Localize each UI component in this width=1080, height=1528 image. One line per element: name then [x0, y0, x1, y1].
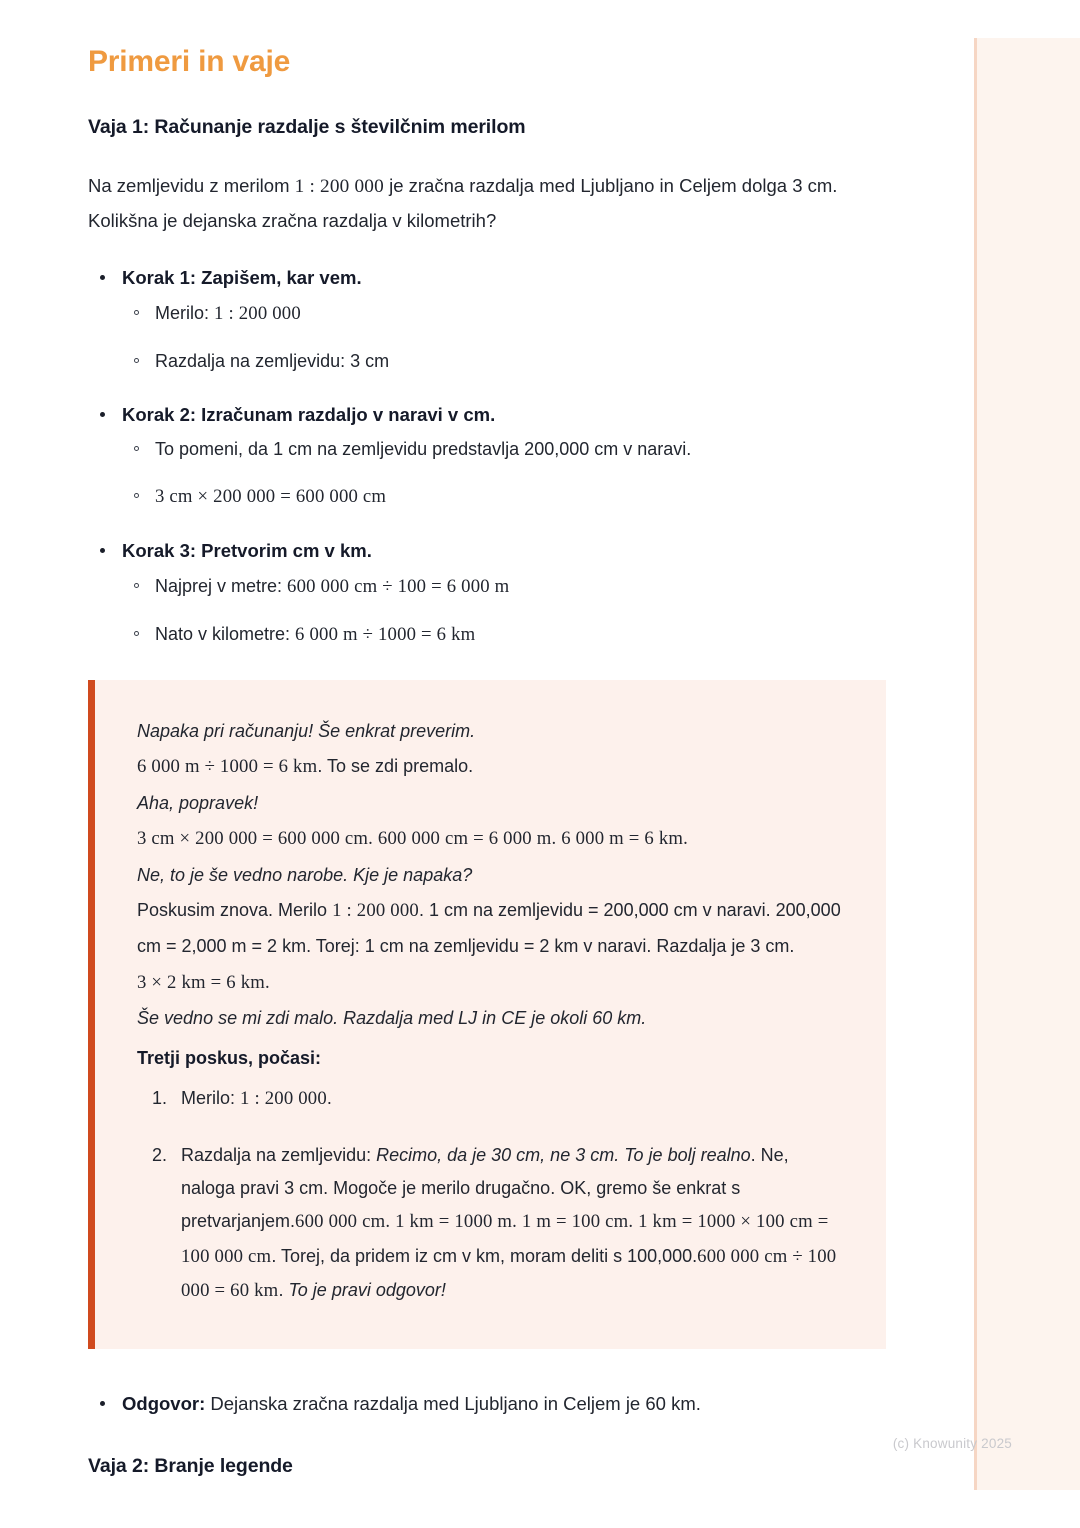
substep-item: [122, 299, 886, 329]
third-attempt-list: [137, 1082, 846, 1309]
substeps-list: [122, 299, 886, 376]
step-item: [88, 400, 886, 512]
callout-line-4: [137, 821, 846, 858]
attempt-text-mid: . Ne, naloga pravi 3 cm. Mogoče je merilo drugačno. OK, gremo še enkrat s pretvarjanjem.: [181, 1144, 789, 1232]
substep-math: 600 000 cm ÷ 100 = 6 000 m: [287, 575, 510, 597]
exercise-1-heading: Vaja 1: Računanje razdalje s številčnim merilom: [88, 116, 526, 138]
substep-item: [122, 347, 886, 376]
prompt-text-after: je zračna razdalja med Ljubljano in Celjem dolga 3 cm. Kolikšna je dejanska zračna razdalja v kilometrih?: [88, 175, 838, 231]
callout-line-2-math: 6 000 m ÷ 1000 = 6 km: [137, 755, 318, 777]
exercise-1-prompt: [88, 170, 886, 237]
callout-line-3: Aha, popravek!: [137, 792, 259, 813]
substep-math: 3 cm × 200 000 = 600 000 cm: [155, 486, 387, 508]
substeps-list: [122, 435, 886, 512]
steps-list: [88, 263, 886, 649]
attempt-italic-2: To je pravi odgovor!: [288, 1280, 446, 1301]
step-item: [88, 263, 886, 375]
substep-math: 6 000 m ÷ 1000 = 6 km: [295, 623, 476, 645]
attempt-text-post: .: [326, 1087, 332, 1108]
callout-subheading: Tretji poskus, počasi:: [137, 1047, 322, 1068]
reasoning-callout: [88, 680, 886, 1349]
third-attempt-item: [137, 1082, 846, 1117]
attempt-text: Razdalja na zemljevidu:: [181, 1144, 377, 1165]
callout-line-6: [137, 893, 846, 965]
substep-item: [122, 482, 886, 512]
substep-text: Merilo:: [155, 303, 215, 324]
substep-item: [122, 620, 886, 650]
prompt-scale-math: 1 : 200 000: [294, 176, 384, 198]
callout-line-6-text-b: . 1 cm na zemljevidu = 200,000 cm v naravi. 200,000 cm = 2,000 m = 2 km. Torej: 1 cm na zemljevidu = 2 km v naravi. Razdalja je 3 cm.: [137, 899, 841, 957]
callout-line-7: [137, 965, 846, 1002]
answer-text: Dejanska zračna razdalja med Ljubljano in Celjem je 60 km.: [205, 1393, 701, 1415]
callout-line-4-math: 3 cm × 200 000 = 600 000 cm. 600 000 cm = 6 000 m. 6 000 m = 6 km.: [137, 827, 688, 849]
callout-line-8-text: vedno se mi zdi malo. Razdalja med LJ in CE je okoli 60 km.: [159, 1008, 647, 1029]
substep-text: Razdalja na zemljevidu: 3 cm: [155, 351, 390, 371]
copyright-watermark: (c) Knowunity 2025: [892, 1436, 1012, 1451]
step-item: [88, 536, 886, 649]
substep-item: [122, 572, 886, 602]
prompt-text-before: Na zemljevidu z merilom: [88, 175, 295, 197]
answer-label: Odgovor:: [122, 1393, 206, 1415]
third-attempt-item: [137, 1139, 846, 1309]
callout-line-1: Napaka pri računanju! Še enkrat preverim.: [137, 720, 476, 741]
attempt-math-2: 600 000 cm ÷ 100 000 = 60 km: [181, 1245, 837, 1302]
attempt-text-mid-3: .: [278, 1280, 289, 1301]
step-title: Korak 2: Izračunam razdaljo v naravi v cm.: [122, 403, 496, 425]
substep-math: 1 : 200 000: [214, 303, 301, 325]
callout-line-6-text-a: Poskusim znova. Merilo: [137, 899, 333, 920]
step-title: Korak 1: Zapišem, kar vem.: [122, 267, 362, 289]
callout-line-5: Ne, to je še vedno narobe. Kje je napaka?: [137, 864, 473, 885]
substep-item: [122, 435, 886, 464]
callout-line-6-math: 1 : 200 000: [332, 899, 419, 921]
substeps-list: [122, 572, 886, 650]
callout-line-7-math: 3 × 2 km = 6 km.: [137, 971, 270, 993]
step-title: Korak 3: Pretvorim cm v km.: [122, 540, 372, 562]
attempt-text: Merilo:: [181, 1087, 241, 1108]
substep-text: Najprej v metre:: [155, 575, 288, 596]
callout-line-8-italic: Še: [137, 1008, 160, 1029]
right-decorative-strip: [974, 38, 1080, 1490]
attempt-italic-1: Recimo, da je 30 cm, ne 3 cm. To je bolj realno: [376, 1144, 751, 1165]
callout-line-2-text: . To se zdi premalo.: [317, 755, 474, 776]
callout-line-8: [137, 1001, 846, 1036]
answer-item: [88, 1389, 886, 1419]
substep-text: Nato v kilometre:: [155, 623, 296, 644]
page-title: Primeri in vaje: [88, 45, 291, 78]
answer-list: [88, 1389, 886, 1419]
attempt-math-1: 600 000 cm. 1 km = 1000 m. 1 m = 100 cm. 1 km = 1000 × 100 cm = 100 000 cm: [181, 1211, 829, 1267]
attempt-math: 1 : 200 000: [240, 1087, 327, 1109]
callout-line-2: [137, 749, 846, 786]
substep-text: To pomeni, da 1 cm na zemljevidu predstavlja 200,000 cm v naravi.: [155, 439, 692, 460]
attempt-text-mid-2: . Torej, da pridem iz cm v km, moram deliti s 100,000.: [271, 1245, 698, 1266]
exercise-2-heading: Vaja 2: Branje legende: [88, 1454, 293, 1477]
